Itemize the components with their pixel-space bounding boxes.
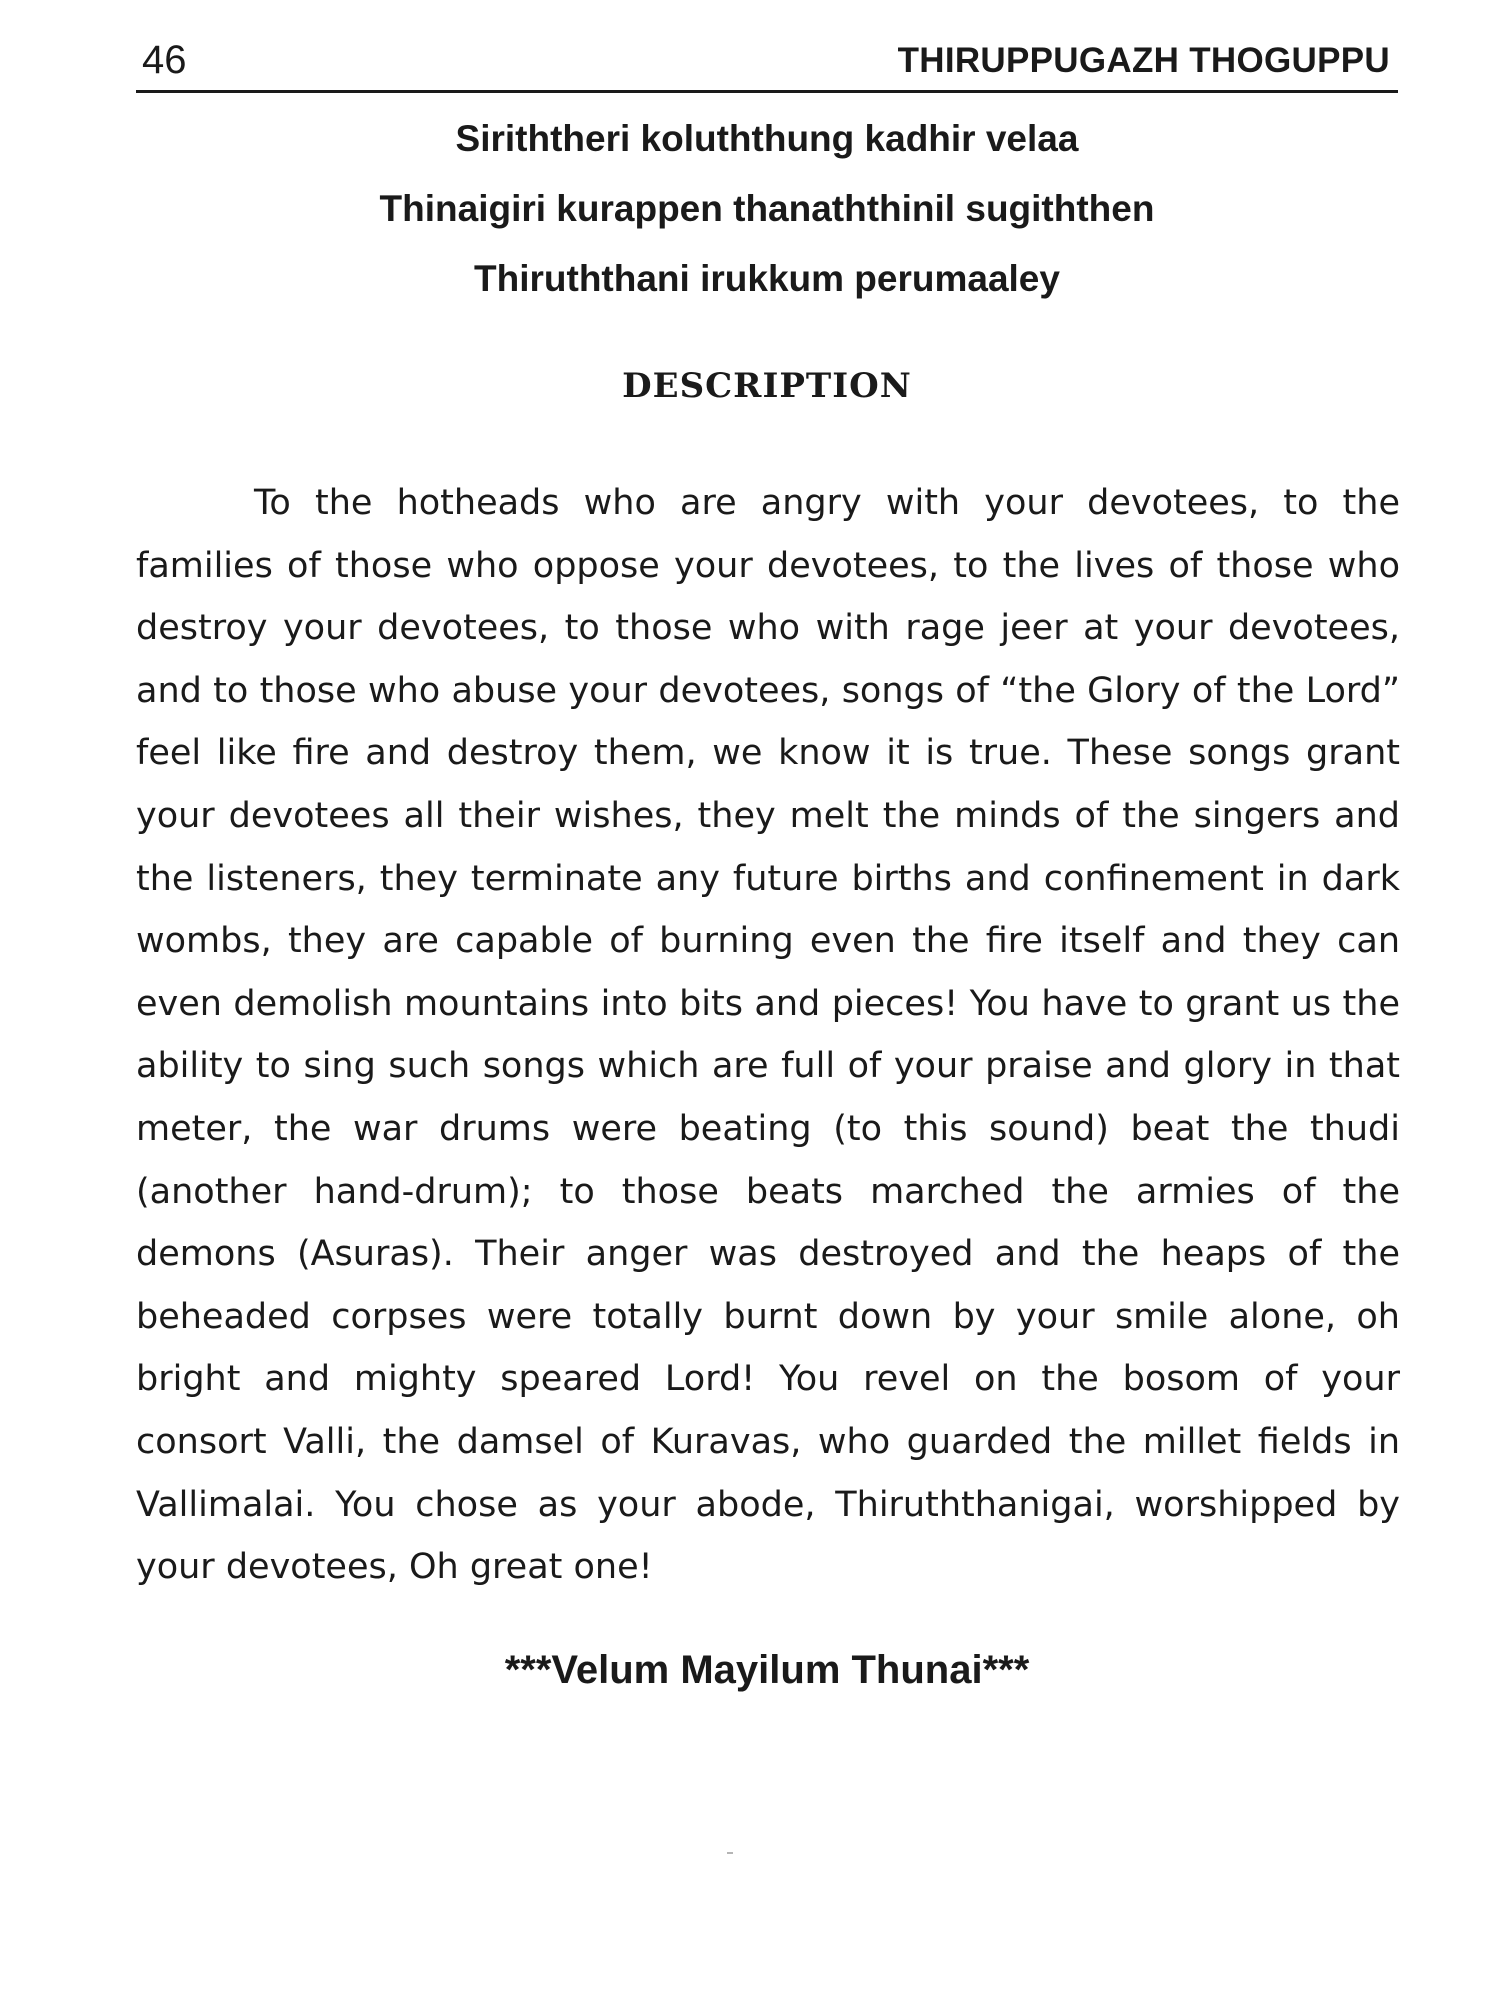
verse-line: Siriththeri koluththung kadhir velaa	[455, 118, 1079, 159]
verse-line: Thiruththani irukkum perumaaley	[474, 258, 1060, 299]
page-number: 46	[142, 38, 187, 82]
closing-invocation: ***Velum Mayilum Thunai***	[504, 1648, 1030, 1692]
scan-speck	[727, 1852, 733, 1854]
description-paragraph: To the hotheads who are angry with your devotees, to the families of those who oppose your devotees, to the lives of those who destroy your devotees, to those who with rage jeer at your devotees, and to those who abuse your devotees, songs of “the Glory of the Lord” feel like fire and destroy them, we know it is true. These songs grant your devotees all their wishes, they melt the minds of the singers and the listeners, they terminate any future births and confinement in dark wombs, they are capable of burning even the fire itself and they can even demolish mountains into bits and pieces! You have to grant us the ability to sing such songs which are full of your praise and glory in that meter, the war drums were beating (to this sound) beat the thudi (another hand-drum); to those beats marched the armies of the demons (Asuras). Their anger was destroyed and the heaps of the beheaded corpses were totally burnt down by your smile alone, oh bright and mighty speared Lord! You revel on the bosom of your consort Valli, the damsel of Kuravas, who guarded the millet fields in Vallimalai. You chose as your abode, Thiruththanigai, worshipped by your devotees, Oh great one!	[136, 483, 1400, 1588]
description-heading: DESCRIPTION	[622, 366, 912, 406]
verse-line: Thinaigiri kurappen thanaththinil sugiththen	[379, 188, 1155, 229]
running-title: THIRUPPUGAZH THOGUPPU	[897, 41, 1390, 80]
page-header	[136, 30, 1398, 93]
verse-block	[136, 104, 1398, 314]
